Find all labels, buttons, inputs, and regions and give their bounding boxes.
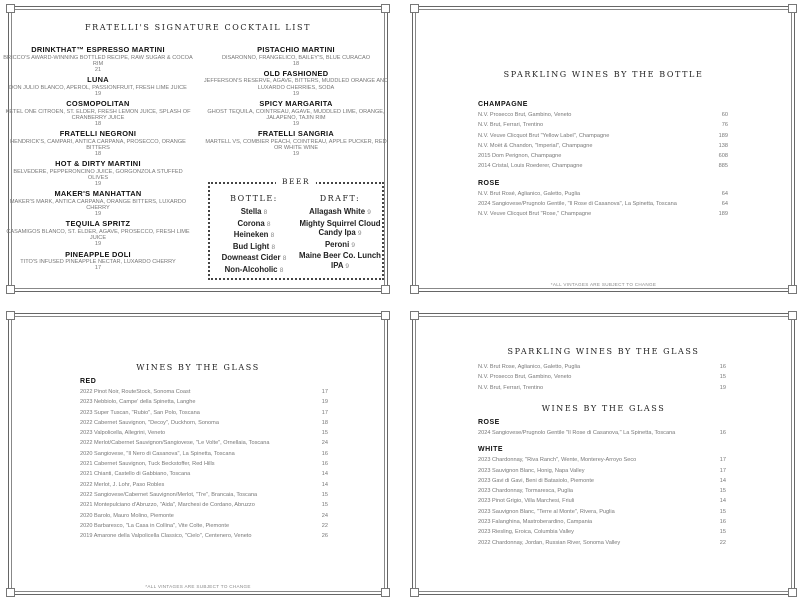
wine-row (80, 469, 328, 479)
beer-price: 8 (279, 266, 284, 274)
beer-price: 9 (345, 262, 349, 270)
wine-name: 2020 Sangiovese, "Il Nero di Casanova", La Spinetta, Toscana (80, 450, 235, 457)
wine-price: 19 (719, 384, 726, 391)
glass-title: WINES BY THE GLASS (136, 363, 260, 372)
wine-price: 15 (719, 508, 726, 515)
beer-bottle-label: BOTTLE: (230, 194, 278, 203)
beer-name: Non-Alcoholic (224, 264, 278, 274)
white-glass-page (412, 313, 795, 595)
cocktail-price: 18 (292, 60, 300, 67)
cocktail-title: FRATELLI'S SIGNATURE COCKTAIL LIST (84, 23, 312, 32)
wine-price: 15 (719, 374, 726, 381)
corner-ornament (6, 4, 15, 13)
wine-row (478, 527, 726, 537)
beer-price: 8 (266, 220, 271, 228)
cocktail-item (201, 130, 391, 157)
beer-item (212, 219, 296, 230)
wine-name: 2022 Cabernet Sauvignon, "Decoy", Duckhorn, Sonoma (80, 419, 219, 426)
wine-row (478, 199, 728, 209)
beer-item (212, 253, 296, 264)
beer-price: 9 (367, 209, 371, 216)
beer-name: Peroni (324, 239, 350, 249)
wine-name: 2021 Montepulciano d'Abruzzo, "Aida", Marchesi de Cordano, Abruzzo (80, 502, 255, 509)
cocktail-description: KETEL ONE CITROEN, ST. ELDER, FRESH LEMON JUICE, SPLASH OF CRANBERRY JUICE (5, 108, 191, 121)
wine-price: 15 (321, 502, 328, 509)
cocktail-item (3, 46, 193, 73)
wine-row (478, 538, 726, 548)
wine-name: 2020 Barbaresco, "La Casa in Collina", Vite Colte, Piemonte (80, 522, 230, 529)
cocktail-column-left (3, 46, 193, 274)
wine-price: 608 (718, 153, 728, 160)
glass-title: WINES BY THE GLASS (541, 404, 666, 413)
wine-price: 15 (321, 430, 328, 437)
wine-price: 14 (321, 471, 328, 478)
wine-price: 17 (719, 457, 726, 464)
cocktail-name: HOT & DIRTY MARTINI (55, 159, 141, 169)
beer-bottle-column (212, 194, 296, 276)
cocktail-item (3, 190, 193, 217)
red-list (80, 378, 328, 541)
wine-name: N.V. Brut Rose, Aglianico, Galetto, Puglia (478, 364, 581, 370)
wine-price: 16 (719, 364, 726, 370)
cocktail-name: TEQUILA SPRITZ (65, 219, 131, 229)
wine-row (80, 428, 328, 438)
wine-name: 2023 Sauvignon Blanc, Honig, Napa Valley (478, 467, 585, 474)
beer-draft-column (298, 194, 382, 272)
sparkling-glass-title: SPARKLING WINES BY THE GLASS (507, 347, 700, 356)
beer-name: Maine Beer Co. Lunch IPA (299, 251, 381, 270)
wine-name: 2023 Pinot Grigio, Villa Marchesi, Friuli (478, 498, 575, 505)
section-heading: CHAMPAGNE (478, 101, 528, 108)
wine-row (478, 110, 728, 120)
red-glass-page (8, 313, 388, 595)
wine-row (80, 459, 328, 469)
wine-row (478, 120, 728, 130)
wine-name: 2022 Chardonnay, Jordan, Russian River, Sonoma Valley (478, 539, 621, 546)
beer-item (298, 207, 382, 218)
cocktail-price: 19 (94, 211, 102, 218)
wine-price: 64 (721, 190, 728, 197)
wine-name: 2014 Cristal, Louis Roederer, Champagne (478, 163, 583, 170)
cocktail-name: PISTACHIO MARTINI (257, 45, 335, 54)
beer-item (298, 219, 382, 239)
wine-row (478, 383, 726, 393)
beer-title: BEER (276, 177, 316, 186)
wine-price: 16 (719, 430, 726, 436)
cocktail-price: 18 (94, 120, 102, 127)
wine-name: N.V. Veuve Clicquot Brut "Yellow Label", Champagne (478, 132, 610, 139)
beer-item (212, 207, 296, 218)
wine-price: 24 (321, 512, 328, 519)
wine-price: 189 (718, 132, 728, 139)
wine-name: 2021 Cabernet Sauvignon, Tuck Beckstoffer, Red Hills (80, 461, 215, 468)
wine-name: 2023 Chardonnay, Tormaresca, Puglia (478, 488, 573, 495)
cocktail-price: 19 (94, 90, 102, 97)
cocktail-description: CASAMIGOS BLANCO, ST. ELDER, AGAVE, PROSECCO, FRESH LIME JUICE (6, 228, 190, 242)
wine-row (478, 507, 726, 517)
wine-name: N.V. Brut Rosé, Aglianico, Galetto, Puglia (478, 190, 581, 197)
cocktail-name: DRINKTHAT™ ESPRESSO MARTINI (31, 45, 165, 54)
sparkling-glass-list (478, 362, 726, 393)
wine-row (478, 131, 728, 141)
beer-price: 9 (357, 230, 362, 237)
white-glass-list (478, 419, 726, 556)
section-heading: ROSE (478, 419, 500, 426)
cocktail-description: TITO'S INFUSED PINEAPPLE NECTAR, LUXARDO CHERRY (20, 259, 176, 266)
cocktail-price: 19 (292, 90, 300, 97)
wine-row (478, 372, 726, 382)
sparkling-bottle-list (478, 101, 728, 228)
beer-price: 8 (270, 232, 275, 239)
cocktail-item (3, 220, 193, 247)
wine-row (80, 511, 328, 521)
cocktail-page (3, 6, 389, 292)
wine-row (478, 189, 728, 199)
wine-section (478, 101, 728, 172)
wine-row (478, 428, 726, 438)
wine-name: 2023 Super Tuscan, "Rubio", San Polo, Toscana (80, 409, 200, 416)
cocktail-item (3, 100, 193, 127)
beer-name: Corona (237, 218, 265, 228)
wine-name: 2023 Riesling, Eroica, Columbia Valley (478, 529, 574, 536)
beer-price: 9 (351, 241, 356, 249)
wine-price: 14 (321, 481, 328, 488)
wine-row (80, 449, 328, 459)
cocktail-item (3, 76, 193, 97)
cocktail-name: COSMOPOLITAN (66, 99, 130, 109)
beer-item (298, 240, 382, 251)
cocktail-item (3, 160, 193, 187)
wine-name: 2022 Merlot, J. Lohr, Paso Robles (80, 481, 165, 488)
wine-name: 2021 Chianti, Castello di Gabbiano, Toscana (80, 471, 191, 478)
cocktail-name: OLD FASHIONED (263, 68, 329, 78)
wine-price: 189 (718, 211, 728, 218)
cocktail-name: FRATELLI SANGRIA (257, 129, 335, 139)
beer-name: Allagash White (309, 207, 366, 216)
beer-draft-label: DRAFT: (319, 194, 361, 203)
wine-price: 16 (321, 461, 328, 468)
beer-item (212, 230, 296, 241)
wine-row (478, 209, 728, 219)
cocktail-price: 19 (94, 241, 102, 248)
wine-name: N.V. Moët & Chandon, "Imperial", Champagne (478, 142, 593, 149)
beer-item (212, 242, 296, 253)
wine-name: 2023 Sauvignon Blanc, "Terre al Monte", Rivera, Puglia (478, 508, 615, 515)
wine-price: 885 (718, 163, 728, 170)
cocktail-column-right (201, 46, 391, 160)
cocktail-name: PINEAPPLE DOLI (65, 249, 131, 259)
cocktail-price: 19 (292, 120, 300, 127)
corner-ornament (381, 285, 390, 294)
wine-price: 15 (719, 529, 726, 536)
cocktail-price: 17 (94, 265, 102, 272)
cocktail-price: 19 (292, 151, 300, 158)
section-heading: ROSE (478, 179, 500, 187)
wine-price: 22 (719, 539, 726, 546)
wine-section (478, 419, 726, 438)
beer-name: Downeast Cider (221, 253, 281, 262)
wine-row (80, 480, 328, 490)
cocktail-description: DISARONNO, FRANGELICO, BAILEY'S, BLUE CURACAO (221, 54, 371, 61)
wine-name: 2023 Nebbiolo, Campe' della Spinetta, Langhe (80, 399, 196, 406)
wine-name: 2019 Amarone della Valpolicella Classico, "Cielo", Centenero, Veneto (80, 533, 252, 540)
wine-price: 17 (719, 467, 726, 474)
wine-price: 18 (321, 419, 328, 426)
cocktail-description: MAKER'S MARK, ANTICA CARPANA, ORANGE BITTERS, LUXARDO CHERRY (9, 198, 187, 212)
wine-name: N.V. Veuve Clicquot Brut "Rose," Champagne (478, 211, 592, 218)
beer-name: Mighty Squirrel Cloud Candy Ipa (299, 218, 381, 237)
wine-name: N.V. Brut, Ferrari, Trentino (478, 122, 544, 129)
cocktail-item (201, 100, 391, 127)
beer-name: Heineken (233, 230, 269, 239)
wine-price: 64 (721, 201, 728, 208)
wine-name: N.V. Prosecco Brut, Gambino, Veneto (478, 374, 572, 381)
cocktail-description: MARTELL VS, COMBIER PEACH, COINTREAU, APPLE PUCKER, RED OR WHITE WINE (205, 138, 387, 151)
wine-name: N.V. Prosecco Brut, Gambino, Veneto (478, 112, 572, 118)
cocktail-description: HENDRICK'S, CAMPARI, ANTICA CARPANA, PROSECCO, ORANGE BITTERS (10, 138, 186, 151)
cocktail-description: DON JULIO BLANCO, APEROL, PASSIONFRUIT, FRESH LIME JUICE (9, 84, 187, 91)
wine-name: 2023 Gavi di Gavi, Beni di Batasiolo, Piemonte (478, 477, 594, 484)
beer-item (298, 251, 382, 271)
wine-row (478, 466, 726, 476)
wine-row (80, 408, 328, 418)
wine-price: 26 (321, 533, 328, 540)
beer-price: 8 (282, 255, 287, 262)
wine-price: 15 (719, 488, 726, 495)
wine-price: 76 (721, 122, 728, 129)
wine-price: 22 (321, 522, 328, 529)
sparkling-bottle-title: SPARKLING WINES BY THE BOTTLE (503, 70, 704, 79)
beer-box (208, 177, 384, 280)
wine-row (80, 438, 328, 448)
cocktail-description: GHOST TEQUILA, COINTREAU, AGAVE, MUDDLED LIME, ORANGE, JALAPENO, TAJIN RIM (207, 108, 385, 121)
beer-item (212, 265, 296, 276)
wine-price: 17 (321, 409, 328, 416)
wine-row (478, 476, 726, 486)
wine-row (478, 141, 728, 151)
wine-price: 19 (321, 399, 328, 406)
wine-name: 2022 Sangiovese/Cabernet Sauvignon/Merlot, "Tre", Brancaia, Toscana (80, 491, 258, 498)
cocktail-price: 19 (94, 181, 102, 188)
beer-name: Bud Light (232, 241, 270, 251)
wine-name: N.V. Brut, Ferrari, Trentino (478, 384, 544, 391)
wine-name: 2023 Valpolicella, Allegrini, Veneto (80, 430, 166, 437)
wine-name: 2015 Dom Perignon, Champagne (478, 153, 562, 160)
wine-price: 16 (719, 519, 726, 526)
wine-price: 24 (321, 440, 328, 447)
wine-row (478, 486, 726, 496)
wine-section (478, 180, 728, 220)
wine-row (478, 517, 726, 527)
cocktail-price: 21 (94, 66, 102, 73)
cocktail-price: 18 (94, 151, 102, 158)
wine-name: 2022 Merlot/Cabernet Sauvignon/Sangiovese, "Le Volte", Ornellaia, Toscana (80, 440, 270, 447)
sparkling-bottle-page (412, 6, 795, 292)
cocktail-item (3, 130, 193, 157)
beer-price: 8 (263, 209, 268, 216)
wine-price: 14 (719, 498, 726, 505)
corner-ornament (381, 4, 390, 13)
wine-name: 2024 Sangiovese/Prugnolo Gentile, "Il Rose di Casanova", La Spinetta, Toscana (478, 201, 677, 208)
cocktail-name: MAKER'S MANHATTAN (54, 189, 142, 199)
wine-section (478, 446, 726, 548)
cocktail-item (201, 70, 391, 97)
wine-row (478, 455, 726, 465)
wine-price: 15 (321, 491, 328, 498)
wine-row (478, 496, 726, 506)
cocktail-description: JEFFERSON'S RESERVE, AGAVE, BITTERS, MUDDLED ORANGE AND LUXARDO CHERRIES, SODA (203, 78, 389, 91)
cocktail-name: FRATELLI NEGRONI (59, 129, 137, 139)
wine-row (80, 490, 328, 500)
wine-name: 2024 Sangiovese/Prugnolo Gentile "Il Rose di Casanova," La Spinetta, Toscana (478, 430, 676, 436)
wine-price: 14 (719, 477, 726, 484)
wine-price: 16 (321, 450, 328, 457)
wine-row (80, 418, 328, 428)
wine-price: 138 (718, 142, 728, 149)
wine-price: 60 (721, 112, 728, 118)
vintage-note: *ALL VINTAGES ARE SUBJECT TO CHANGE (145, 584, 251, 589)
cocktail-item (201, 46, 391, 67)
cocktail-name: SPICY MARGARITA (259, 99, 333, 109)
section-heading: WHITE (478, 446, 504, 454)
wine-row (478, 161, 728, 171)
wine-row (80, 500, 328, 510)
beer-name: Stella (240, 207, 262, 216)
cocktail-name: LUNA (87, 75, 109, 85)
wine-row (478, 151, 728, 161)
wine-row (80, 397, 328, 407)
cocktail-description: BRICCO'S AWARD-WINNING BOTTLED RECIPE, RAW SUGAR & COCOA RIM (3, 54, 193, 67)
wine-name: 2023 Falanghina, Mastroberardino, Campania (478, 519, 593, 526)
beer-price: 8 (271, 243, 276, 251)
wine-name: 2023 Chardonnay, "Riva Ranch", Wente, Monterey-Arroyo Seco (478, 457, 637, 464)
corner-ornament (6, 285, 15, 294)
wine-name: 2020 Barolo, Mauro Molino, Piemonte (80, 512, 174, 519)
wine-row (80, 521, 328, 531)
wine-price: 17 (321, 389, 328, 395)
section-heading-red: RED (80, 378, 97, 385)
wine-row (80, 387, 328, 397)
cocktail-description: BELVEDERE, PEPPERONCINO JUICE, GORGONZOLA STUFFED OLIVES (13, 168, 183, 181)
wine-name: 2022 Pinot Noir, RouteStock, Sonoma Coast (80, 389, 191, 395)
wine-row (80, 531, 328, 541)
wine-row (478, 362, 726, 372)
vintage-note: *ALL VINTAGES ARE SUBJECT TO CHANGE (550, 282, 657, 287)
cocktail-item (3, 251, 193, 272)
